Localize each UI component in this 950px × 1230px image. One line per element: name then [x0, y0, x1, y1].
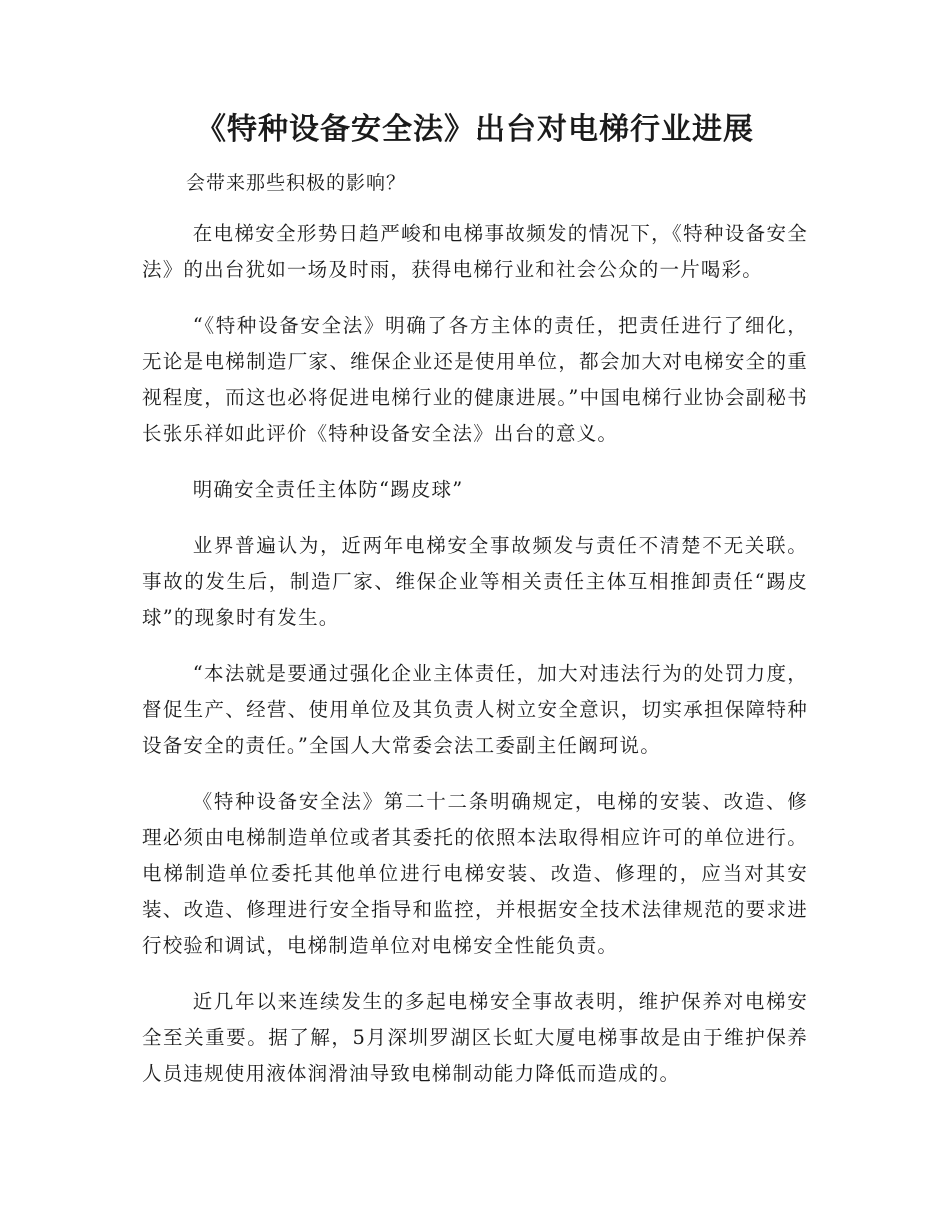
paragraph-article-22: 《特种设备安全法》第二十二条明确规定，电梯的安装、改造、修理必须由电梯制造单位或者其委托的依照本法取得相应许可的单位进行。电梯制造单位委托其他单位进行电梯安装、改造、修理的，应当对其安装、改造、修理进行安全指导和监控，并根据安全技术法律规范的要求进行校验和调试，电梯制造单位对电梯安全性能负责。 [142, 790, 808, 957]
section-heading: 明确安全责任主体防“踢皮球” [192, 478, 464, 501]
page-subtitle: 会带来那些积极的影响？ [186, 172, 407, 194]
paragraph-responsibility: 业界普遍认为，近两年电梯安全事故频发与责任不清楚不无关联。事故的发生后，制造厂家、维保企业等相关责任主体互相推卸责任“踢皮球”的现象时有发生。 [142, 534, 808, 629]
paragraph-quote-kan: “本法就是要通过强化企业主体责任，加大对违法行为的处罚力度，督促生产、经营、使用单位及其负责人树立安全意识，切实承担保障特种设备安全的责任。”全国人大常委会法工委副主任阚珂说。 [142, 662, 808, 757]
paragraph-maintenance: 近几年以来连续发生的多起电梯安全事故表明，维护保养对电梯安全至关重要。据了解，5月深圳罗湖区长虹大厦电梯事故是由于维护保养人员违规使用液体润滑油导致电梯制动能力降低而造成的。 [142, 990, 808, 1085]
page-title: 《特种设备安全法》出台对电梯行业进展 [196, 112, 754, 147]
paragraph-quote-zhang: “《特种设备安全法》明确了各方主体的责任，把责任进行了细化，无论是电梯制造厂家、维保企业还是使用单位，都会加大对电梯安全的重视程度，而这也必将促进电梯行业的健康进展。”中国电梯行业协会副秘书长张乐祥如此评价《特种设备安全法》出台的意义。 [142, 314, 808, 445]
paragraph-intro: 在电梯安全形势日趋严峻和电梯事故频发的情况下，《特种设备安全法》的出台犹如一场及时雨，获得电梯行业和社会公众的一片喝彩。 [142, 222, 808, 281]
document-body [142, 216, 808, 1112]
